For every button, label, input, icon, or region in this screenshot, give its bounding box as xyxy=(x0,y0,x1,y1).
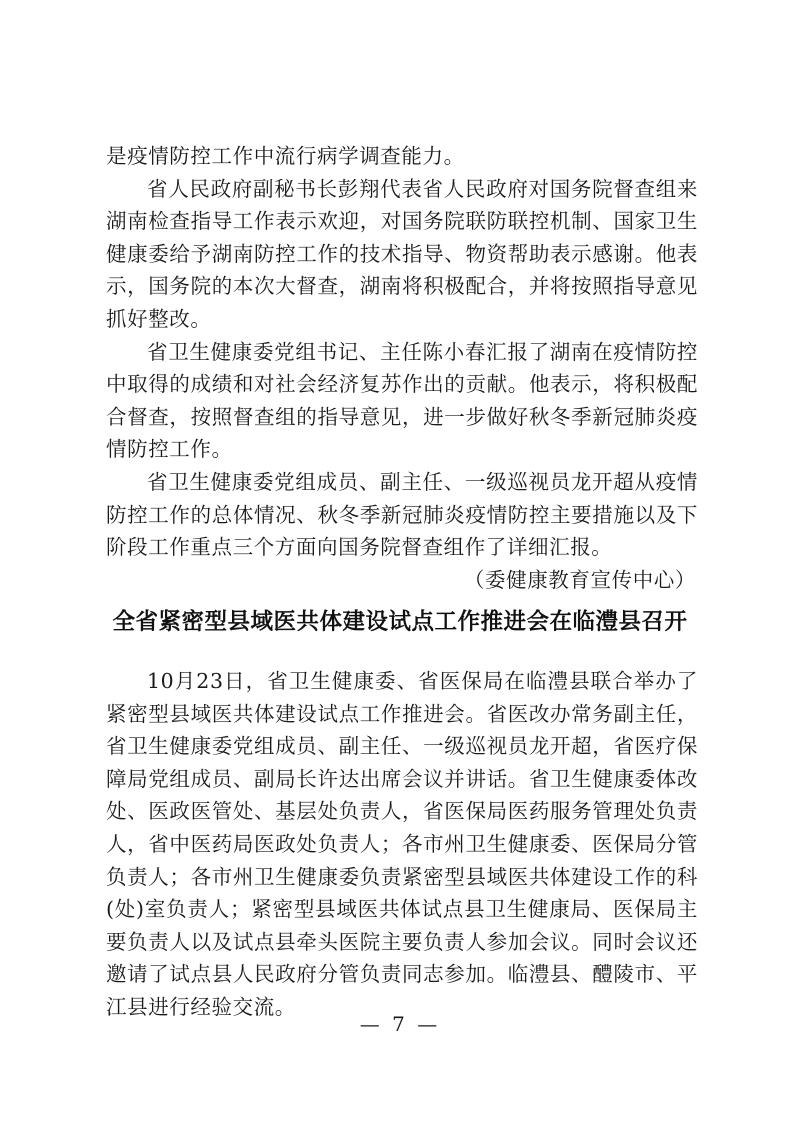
section-2 xyxy=(106,665,698,1024)
paragraph: 省卫生健康委党组成员、副主任、一级巡视员龙开超从疫情防控工作的总体情况、秋冬季新冠肺炎疫情防控主要措施以及下阶段工作重点三个方面向国务院督查组作了详细汇报。 xyxy=(106,469,698,560)
paragraph: 省卫生健康委党组书记、主任陈小春汇报了湖南在疫情防控中取得的成绩和对社会经济复苏作出的贡献。他表示，将积极配合督查，按照督查组的指导意见，进一步做好秋冬季新冠肺炎疫情防控工作。 xyxy=(106,339,698,462)
paragraph-continuation: 是疫情防控工作中流行病学调查能力。 xyxy=(106,144,465,168)
page-number: — 7 — xyxy=(359,1012,441,1036)
source-attribution: （委健康教育宣传中心） xyxy=(463,567,696,592)
article-headline: 全省紧密型县域医共体建设试点工作推进会在临澧县召开 xyxy=(112,609,688,635)
article-body: 10月23日，省卫生健康委、省医保局在临澧县联合举办了紧密型县域医共体建设试点工作推进会。省医改办常务副主任，省卫生健康委党组成员、副主任、一级巡视员龙开超，省医疗保障局党组成员、副局长许达出席会议并讲话。省卫生健康委体改处、医政医管处、基层处负责人，省医保局医药服务管理处负责人，省中医药局医政处负责人；各市州卫生健康委、医保局分管负责人；各市州卫生健康委负责紧密型县域医共体建设工作的科(处)室负责人；紧密型县域医共体试点县卫生健康局、医保局主要负责人以及试点县牵头医院主要负责人参加会议。同时会议还邀请了试点县人民政府分管负责同志参加。临澧县、醴陵市、平江县进行经验交流。 xyxy=(106,669,698,1019)
section-1 xyxy=(106,140,698,596)
paragraph: 省人民政府副秘书长彭翔代表省人民政府对国务院督查组来湖南检查指导工作表示欢迎，对国务院联防联控机制、国家卫生健康委给予湖南防控工作的技术指导、物资帮助表示感谢。他表示，国务院的本次大督查，湖南将积极配合，并将按照指导意见抓好整改。 xyxy=(106,176,698,331)
